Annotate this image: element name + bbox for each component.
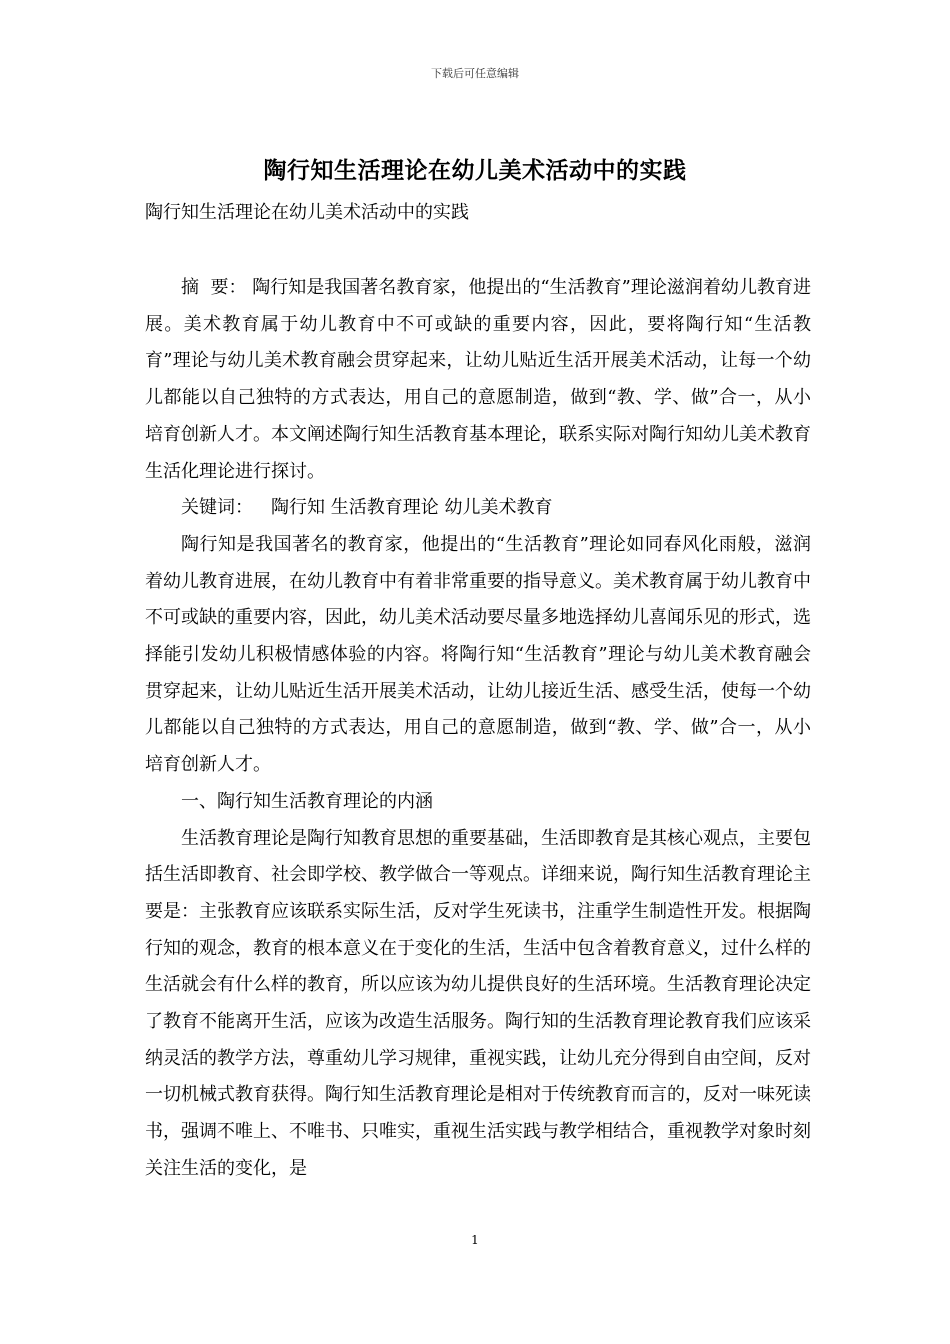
body-paragraph: 陶行知是我国著名的教育家，他提出的“生活教育”理论如同春风化雨般，滋润着幼儿教育进展，在幼儿教育中有着非常重要的指导意义。美术教育属于幼儿教育中不可或缺的重要内容，因此，幼儿美术活动要尽量多地选择幼儿喜闻乐见的形式，选择能引发幼儿积极情感体验的内容。将陶行知“生活教育”理论与幼儿美术教育融会贯穿起来，让幼儿贴近生活开展美术活动，让幼儿接近生活、感受生活，使每一个幼儿都能以自己独特的方式表达，用自己的意愿制造，做到“教、学、做”合一，从小培育创新人才。	[145, 533, 811, 776]
keyword-item: 生活教育理论	[330, 497, 439, 519]
abstract-label: 摘 要：	[181, 277, 247, 298]
keyword-item: 幼儿美术教育	[444, 497, 553, 519]
abstract-text: 陶行知是我国著名教育家，他提出的“生活教育”理论滋润着幼儿教育进展。美术教育属于幼儿教育中不可或缺的重要内容，因此，要将陶行知“生活教育”理论与幼儿美术教育融会贯穿起来，让幼儿贴近生活开展美术活动，让每一个幼儿都能以自己独特的方式表达，用自己的意愿制造，做到“教、学、做”合一，从小培育创新人才。本文阐述陶行知生活教育基本理论，联系实际对陶行知幼儿美术教育生活化理论进行探讨。	[145, 277, 811, 482]
document-subtitle: 陶行知生活理论在幼儿美术活动中的实践	[145, 202, 469, 223]
section-heading: 一、陶行知生活教育理论的内涵	[181, 790, 433, 812]
abstract-paragraph	[145, 270, 811, 490]
document-title: 陶行知生活理论在幼儿美术活动中的实践	[263, 157, 687, 184]
keywords-label: 关键词：	[181, 497, 253, 519]
document-body	[145, 270, 811, 1188]
keywords-paragraph	[145, 490, 811, 527]
page-number: 1	[471, 1233, 479, 1247]
keyword-item: 陶行知	[271, 497, 325, 519]
body-paragraph: 生活教育理论是陶行知教育思想的重要基础，生活即教育是其核心观点，主要包括生活即教育、社会即学校、教学做合一等观点。详细来说，陶行知生活教育理论主要是：主张教育应该联系实际生活，反对学生死读书，注重学生制造性开发。根据陶行知的观念，教育的根本意义在于变化的生活，生活中包含着教育意义，过什么样的生活就会有什么样的教育，所以应该为幼儿提供良好的生活环境。生活教育理论决定了教育不能离开生活，应该为改造生活服务。陶行知的生活教育理论教育我们应该采纳灵活的教学方法，尊重幼儿学习规律，重视实践，让幼儿充分得到自由空间，反对一切机械式教育获得。陶行知生活教育理论是相对于传统教育而言的，反对一味死读书，强调不唯上、不唯书、只唯实，重视生活实践与教学相结合，重视教学对象时刻关注生活的变化，是	[145, 827, 811, 1179]
page-header-note: 下载后可任意编辑	[431, 67, 519, 80]
